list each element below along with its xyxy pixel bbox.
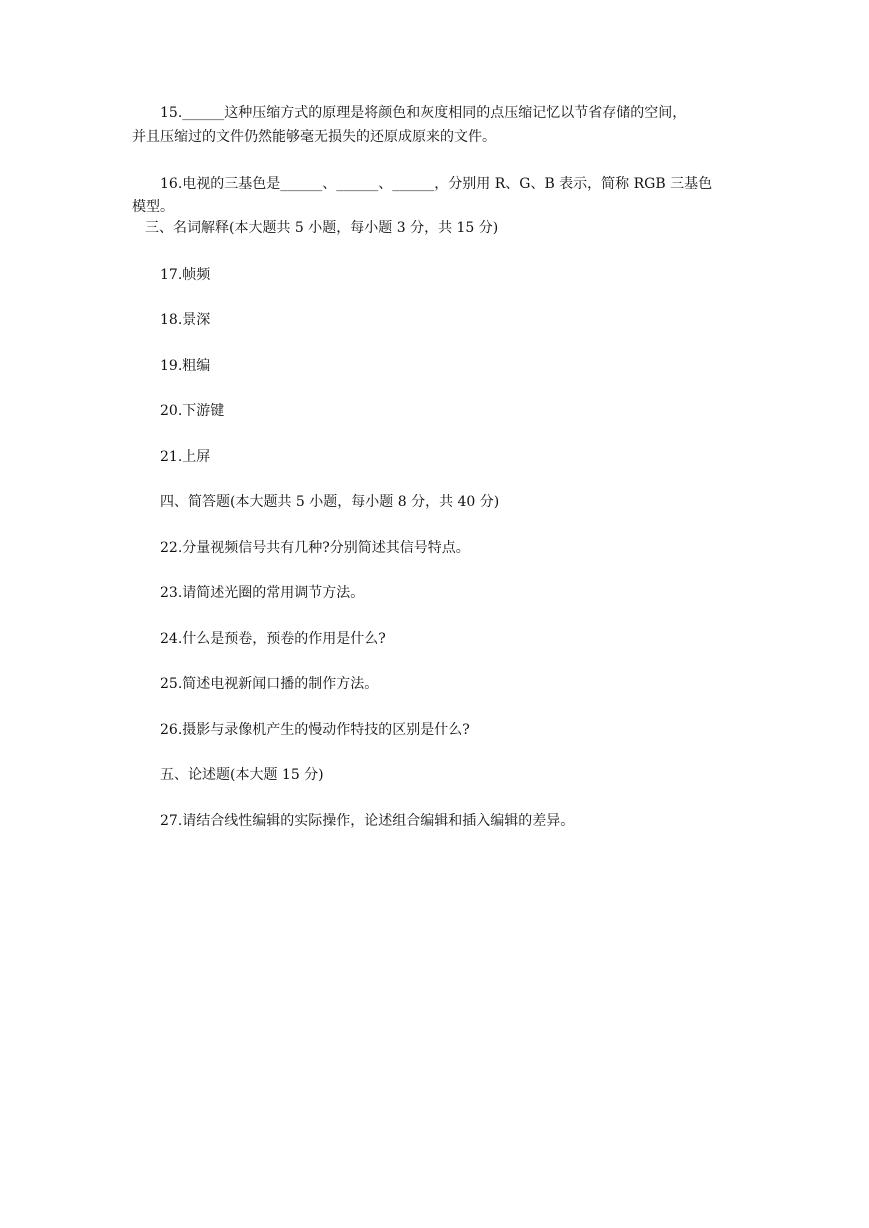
question-22: 22.分量视频信号共有几种?分别简述其信号特点。 bbox=[160, 540, 470, 556]
question-16-line-2: 模型。 bbox=[132, 199, 174, 215]
question-16-line-1: 16.电视的三基色是______、______、______，分别用 R、G、B 表示，简称 RGB 三基色 bbox=[160, 176, 713, 192]
question-26: 26.摄影与录像机产生的慢动作特技的区别是什么? bbox=[160, 722, 470, 738]
question-20: 20.下游键 bbox=[160, 403, 225, 419]
section-3-heading: 三、名词解释(本大题共 5 小题，每小题 3 分，共 15 分) bbox=[145, 220, 499, 236]
section-4-heading: 四、简答题(本大题共 5 小题，每小题 8 分，共 40 分) bbox=[160, 494, 500, 510]
question-18: 18.景深 bbox=[160, 312, 211, 328]
question-27: 27.请结合线性编辑的实际操作，论述组合编辑和插入编辑的差异。 bbox=[160, 813, 575, 829]
question-24: 24.什么是预卷，预卷的作用是什么? bbox=[160, 631, 386, 647]
question-15-line-2: 并且压缩过的文件仍然能够毫无损失的还原成原来的文件。 bbox=[132, 129, 496, 145]
question-23: 23.请简述光圈的常用调节方法。 bbox=[160, 585, 365, 601]
question-15-line-1: 15.______这种压缩方式的原理是将颜色和灰度相同的点压缩记忆以节省存储的空间， bbox=[160, 105, 687, 121]
question-19: 19.粗编 bbox=[160, 358, 211, 374]
section-5-heading: 五、论述题(本大题 15 分) bbox=[160, 767, 324, 783]
question-21: 21.上屏 bbox=[160, 449, 211, 465]
question-17: 17.帧频 bbox=[160, 267, 211, 283]
question-25: 25.简述电视新闻口播的制作方法。 bbox=[160, 676, 379, 692]
